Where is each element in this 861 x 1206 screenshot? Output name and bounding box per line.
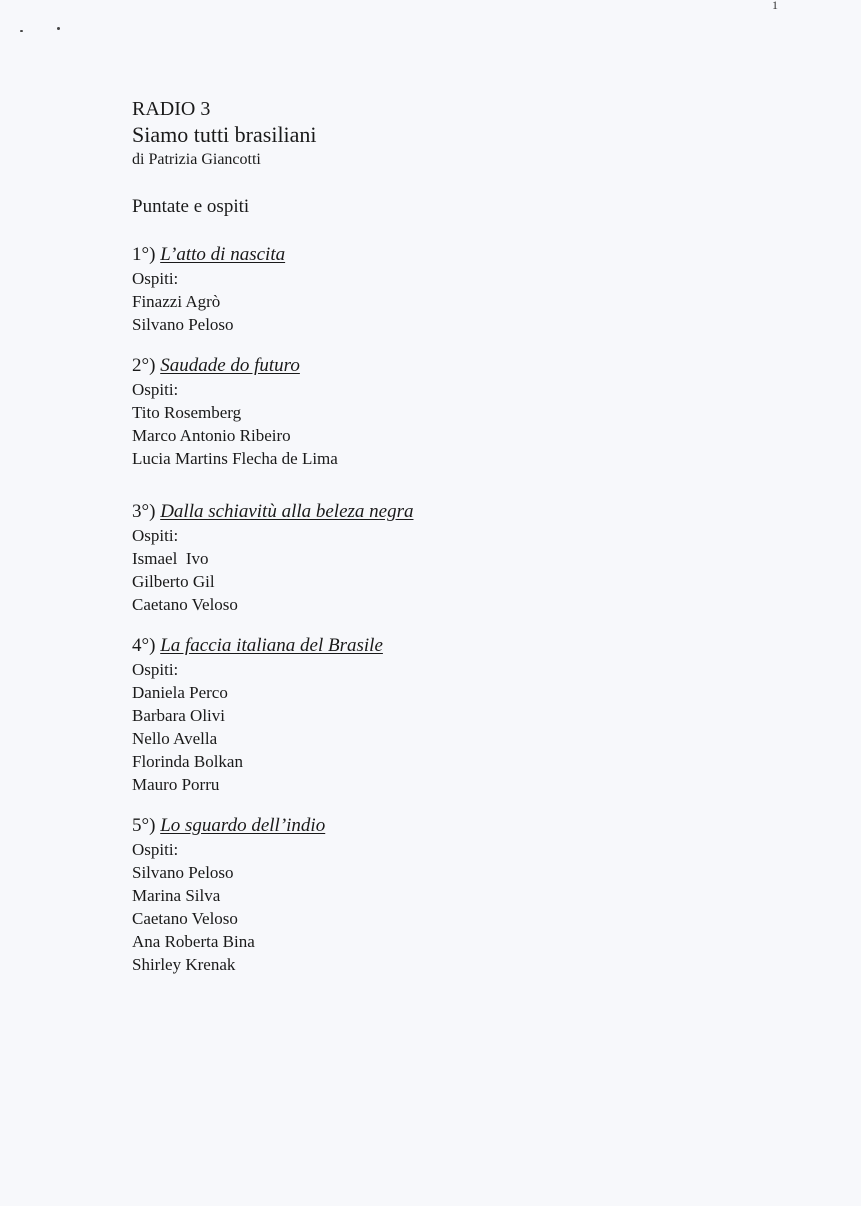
section-heading: Puntate e ospiti [132,196,250,217]
document-body [132,96,832,976]
episode-title: L’atto di nascita [160,244,286,265]
guests-label: Ospiti: [132,660,179,679]
episode-heading [132,634,832,658]
guest-name: Gilberto Gil [132,572,215,591]
guests-label: Ospiti: [132,269,179,288]
guest-name: Daniela Perco [132,683,228,702]
program-name: RADIO 3 [132,98,211,120]
episode-heading [132,243,832,267]
episode-heading [132,500,832,524]
document-title: Siamo tutti brasiliani [132,122,317,147]
page-number: 1 [772,0,778,12]
guest-name: Mauro Porru [132,775,220,794]
guest-name: Florinda Bolkan [132,752,243,771]
scan-speck [20,30,23,32]
guest-name: Marina Silva [132,886,221,905]
episode-5 [132,814,832,976]
episode-heading [132,814,832,838]
guest-name: Marco Antonio Ribeiro [132,426,291,445]
episode-number: 3°) [132,501,156,522]
episode-heading [132,354,832,378]
guest-name: Nello Avella [132,729,218,748]
guest-name: Silvano Peloso [132,315,234,334]
guest-name: Shirley Krenak [132,955,236,974]
guest-name: Lucia Martins Flecha de Lima [132,449,338,468]
author-line: di Patrizia Giancotti [132,151,261,168]
guest-name: Caetano Veloso [132,909,238,928]
episode-number: 1°) [132,244,156,265]
guest-name: Silvano Peloso [132,863,234,882]
guest-name: Finazzi Agrò [132,292,221,311]
episode-3 [132,500,832,616]
guest-name: Caetano Veloso [132,595,238,614]
episode-title: Lo sguardo dell’indio [160,815,326,836]
episode-1 [132,243,832,336]
guests-label: Ospiti: [132,526,179,545]
scan-speck [57,27,60,30]
guests-label: Ospiti: [132,840,179,859]
guest-name: Tito Rosemberg [132,403,242,422]
episode-2 [132,354,832,470]
guest-name: Ana Roberta Bina [132,932,255,951]
guest-name: Ismael Ivo [132,549,209,568]
episode-number: 4°) [132,635,156,656]
guest-name: Barbara Olivi [132,706,225,725]
episode-4 [132,634,832,796]
episode-title: Saudade do futuro [160,355,300,376]
episode-title: Dalla schiavitù alla beleza negra [160,501,414,522]
episode-number: 2°) [132,355,156,376]
episode-number: 5°) [132,815,156,836]
guests-label: Ospiti: [132,380,179,399]
episode-title: La faccia italiana del Brasile [160,635,383,656]
